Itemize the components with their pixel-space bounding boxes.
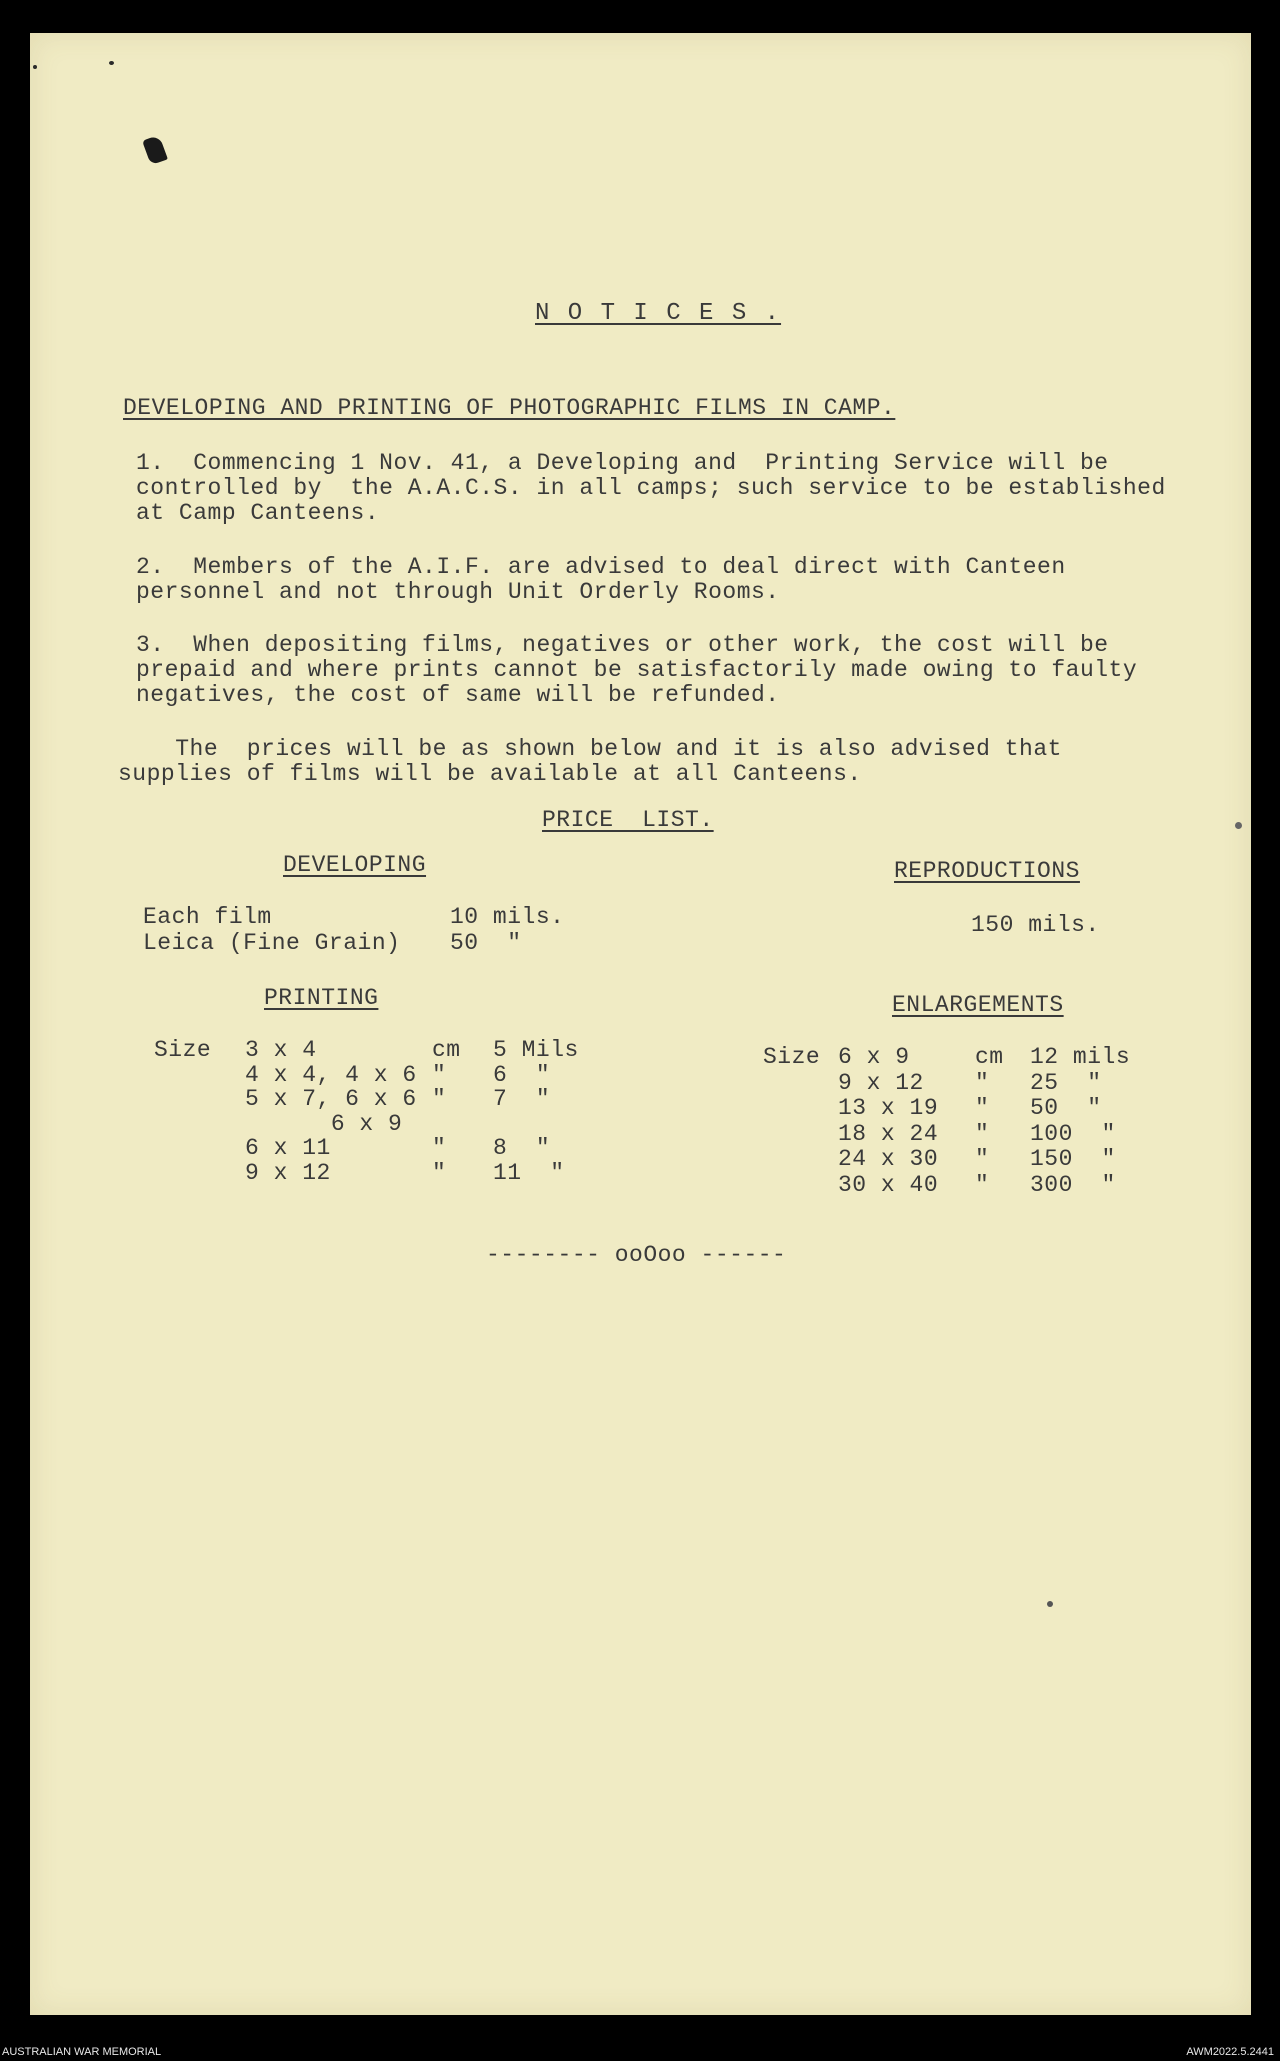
speck [33,65,37,69]
printing-sizes: 6 x 9 [245,1110,403,1137]
printing-size-label: Size [154,1037,212,1063]
developing-price: 10 mils. [450,904,565,930]
enlargements-sizes: 9 x 12 [838,1069,924,1096]
reproductions-price: 150 mils. [971,912,1100,938]
enlargements-price: 12 mils [1030,1044,1131,1070]
enlargements-size-label: Size [763,1044,821,1070]
speck [109,61,114,65]
paragraph-2: 2. Members of the A.I.F. are advised to deal direct with Canteen personnel and not through Unit Orderly Rooms. [136,554,1066,605]
torn-corner-mark [142,135,168,166]
enlargements-unit: " [975,1095,990,1121]
speck [1235,822,1242,829]
end-mark: -------- ooOoo ------ [486,1242,787,1268]
printing-sizes: 6 x 11 [245,1135,331,1161]
printing-price: 8 " [493,1135,551,1161]
enlargements-sizes: 6 x 9 [838,1044,910,1070]
enlargements-price: 50 " [1030,1095,1102,1121]
developing-item: Leica (Fine Grain) [143,930,401,956]
developing-heading: DEVELOPING [283,852,427,878]
enlargements-sizes: 13 x 19 [838,1095,939,1121]
section-heading: DEVELOPING AND PRINTING OF PHOTOGRAPHIC FILMS IN CAMP. [123,395,896,421]
price-list-title: PRICE LIST. [542,807,714,833]
document-page [30,33,1251,2015]
enlargements-unit: " [975,1120,990,1147]
developing-price: 50 " [450,930,522,956]
printing-price: 7 " [493,1086,551,1112]
enlargements-unit: " [975,1171,990,1198]
printing-unit: " [432,1061,447,1088]
enlargements-sizes: 24 x 30 [838,1146,939,1172]
printing-price: 6 " [493,1061,551,1088]
enlargements-sizes: 30 x 40 [838,1171,939,1198]
printing-sizes: 5 x 7, 6 x 6 [245,1086,417,1112]
enlargements-heading: ENLARGEMENTS [892,992,1064,1018]
printing-price: 5 Mils [493,1037,579,1063]
printing-price: 11 " [493,1159,565,1186]
printing-sizes: 9 x 12 [245,1159,331,1186]
enlargements-unit: " [975,1146,990,1172]
enlargements-sizes: 18 x 24 [838,1120,939,1147]
footer-left: AUSTRALIAN WAR MEMORIAL [2,2046,162,2058]
enlargements-price: 300 " [1030,1171,1116,1198]
printing-unit: " [432,1159,447,1186]
paragraph-3: 3. When depositing films, negatives or other work, the cost will be prepaid and where prints cannot be satisfactorily made owing to faulty negatives, the cost of same will be refunded. [136,632,1138,708]
printing-heading: PRINTING [264,985,379,1011]
paragraph-4: The prices will be as shown below and it is also advised that supplies of films will be available at all Canteens. [118,736,1062,787]
enlargements-unit: " [975,1069,990,1096]
enlargements-price: 100 " [1030,1120,1116,1147]
reproductions-heading: REPRODUCTIONS [894,858,1080,884]
paragraph-1: 1. Commencing 1 Nov. 41, a Developing and Printing Service will be controlled by the A.A.C.S. in all camps; such service to be established at Camp Canteens. [136,450,1166,526]
footer-right: AWM2022.5.2441 [1186,2046,1274,2058]
enlargements-unit: cm [975,1044,1004,1070]
printing-unit: " [432,1135,447,1161]
page-title: N O T I C E S . [535,300,782,327]
developing-item: Each film [143,904,272,930]
printing-sizes: 3 x 4 [245,1037,317,1063]
enlargements-price: 150 " [1030,1146,1116,1172]
printing-unit: cm [432,1037,461,1063]
speck [1047,1601,1053,1607]
printing-sizes: 4 x 4, 4 x 6 [245,1061,417,1088]
enlargements-price: 25 " [1030,1069,1102,1096]
printing-unit: " [432,1086,447,1112]
